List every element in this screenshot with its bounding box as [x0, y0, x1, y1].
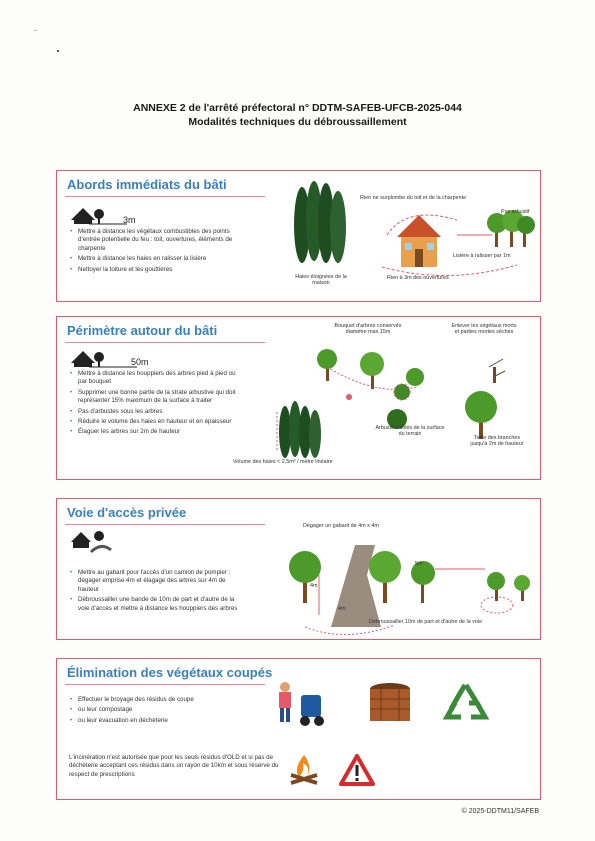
distance-label: 3m [123, 215, 136, 225]
warning-icon [339, 753, 375, 787]
bullet: • Mettre à distance les végétaux combustibles des points d'entrée potentielle du feu : toit, ouvertures, éléments de charpente [69, 228, 239, 253]
section-title: Élimination des végétaux coupés [67, 665, 273, 680]
campfire-icon [287, 753, 321, 787]
divider [65, 524, 265, 525]
label-pruning: Taille des branches jusqu'à 2m de hauteur [470, 435, 524, 448]
section-voie-acces [56, 498, 541, 640]
label-hedge-volume: Volume des haies < 2,5m³ / mètre linéaire [233, 459, 333, 465]
bullet: • Supprimer une bonne partie de la strate arbustive qui doit représenter 15% maximum de la surface à traiter [69, 389, 244, 406]
section-elimination [56, 658, 541, 800]
label-gabarit: Dégager un gabarit de 4m x 4m [303, 523, 379, 529]
perimeter-illustration [267, 337, 537, 472]
section-title: Voie d'accès privée [67, 505, 187, 520]
bullet: • ou leur compostage [69, 706, 269, 714]
label-height-4m: 4m [310, 583, 318, 589]
house-road-icon [69, 528, 113, 552]
bullet: • Mettre au gabarit pour l'accès d'un camion de pompier : dégager emprise 4m et élagage des arbres sur 4m de hauteur [69, 569, 239, 594]
bullet: • Effectuer le broyage des résidus de coupe [69, 696, 269, 704]
bullet: • Mettre à distance les houppiers des arbres pied à pied ou par bouquet [69, 370, 244, 387]
label-width-4m: 4m [338, 606, 346, 612]
house-distance-icon [69, 204, 129, 226]
bullet: • Débroussailler une bande de 10m de part et d'autre de la voie d'accès et mettre à distance les houppiers des arbres [69, 596, 239, 613]
bullet-list [69, 228, 239, 276]
bullet-list [69, 370, 244, 439]
compost-bin-icon [367, 681, 413, 725]
label-roof: Rien ne surplombe du toit et de la charpente [360, 195, 467, 201]
label-cut-tree: Pas arbustif [501, 209, 530, 215]
wood-chipper-icon [271, 679, 331, 729]
footer-copyright: © 2025-DDTM11/SAFEB [461, 808, 539, 815]
bullet: • ou leur évacuation en déchèterie [69, 717, 269, 725]
label-distance-5m: 5m [415, 561, 423, 567]
house-distance-icon [69, 347, 139, 369]
bullet: • Nettoyer la toiture et les gouttières [69, 266, 239, 274]
label-bouquet: Bouquet d'arbres conservés diamètre max 15m [334, 323, 402, 336]
section-abords-immediats [56, 170, 541, 302]
document-title-line1: ANNEXE 2 de l'arrêté préfectoral n° DDTM-SAFEB-UFCB-2025-044 [133, 102, 462, 114]
incineration-note: L'incinération n'est autorisée que pour les seuls résidus d'OLD et si pas de déchèterie acceptant ces résidus dans un rayon de 10km et sous réserve du respect de prescriptions [69, 754, 279, 778]
cypress-trees-illustration [292, 181, 352, 271]
divider [65, 684, 265, 685]
scan-speck [34, 30, 37, 31]
divider [65, 342, 265, 343]
access-road-illustration [285, 535, 535, 631]
bullet-list [69, 569, 239, 615]
bullet: • Mettre à distance les haies en ralisser la lisière [69, 255, 239, 263]
distance-label: 50m [131, 357, 149, 367]
label-shrubs: Arbustes isolés de la surface du terrain [375, 425, 445, 438]
label-dead-vegetation: Enlever les végétaux morts et parties mortes sèches [451, 323, 517, 336]
house-scene-illustration [367, 205, 537, 285]
bullet: • Pas d'arbustes sous les arbres [69, 408, 244, 416]
recycling-icon [443, 681, 489, 725]
label-hedge-cut: Lisière à ralisser par 1m [453, 253, 511, 259]
label-trees: Haies éloignées de la maison [295, 274, 347, 287]
label-bande: Débroussailler 10m de part et d'autre de la voie [369, 619, 483, 625]
bullet: • Élaguer les arbres sur 2m de hauteur [69, 428, 244, 436]
divider [65, 196, 265, 197]
document-title-line2: Modalités techniques du débroussaillement [188, 116, 407, 128]
bullet: • Réduire le volume des haies en hauteur et en épaisseur [69, 418, 244, 426]
section-title: Périmètre autour du bâti [67, 323, 218, 338]
section-perimetre [56, 316, 541, 480]
section-title: Abords immédiats du bâti [67, 177, 227, 192]
scan-speck [57, 50, 59, 52]
bullet-list [69, 696, 269, 727]
label-openings: Rien à 3m des ouvertures [387, 275, 449, 281]
